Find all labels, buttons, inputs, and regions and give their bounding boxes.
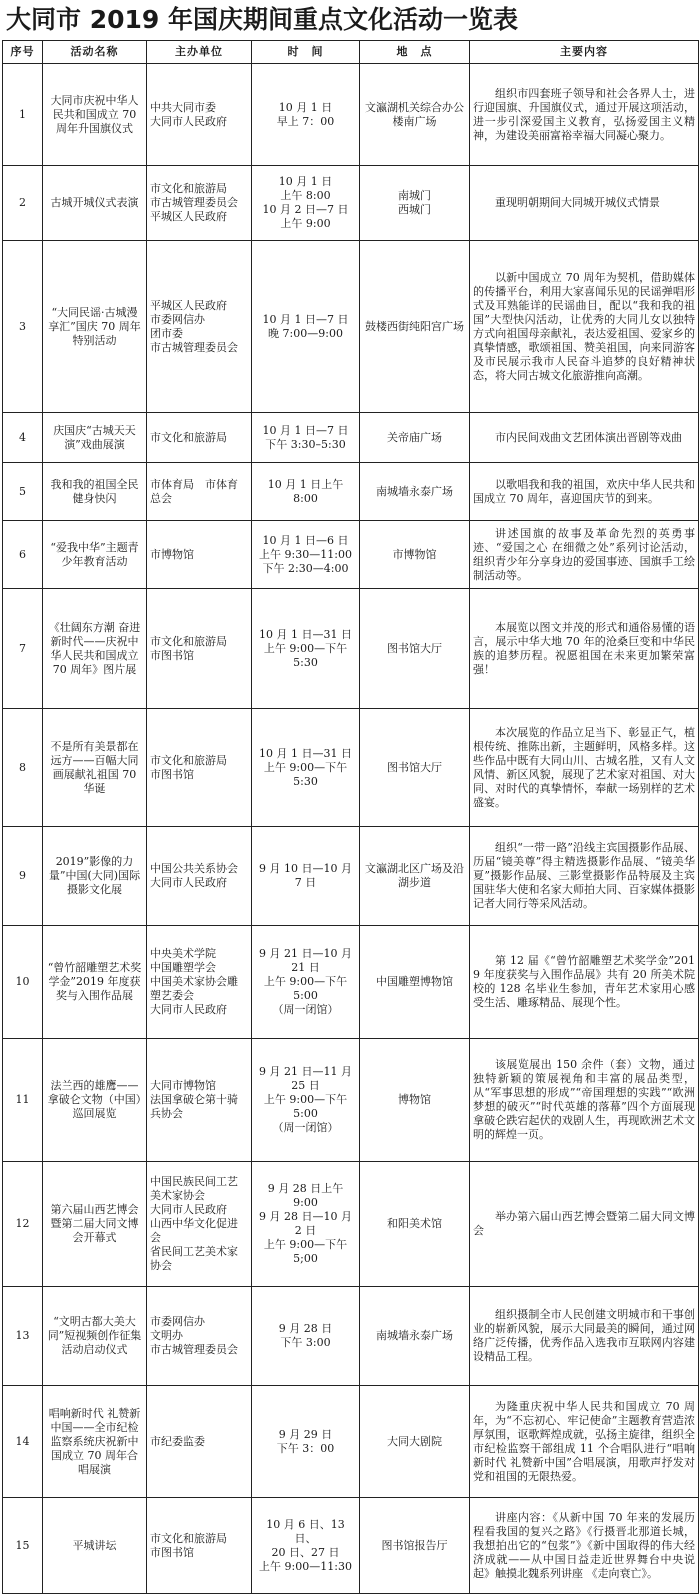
cell-organizer: 平城区人民政府 市委网信办 团市委 市古城管理委员会	[147, 241, 252, 413]
cell-content: 举办第六届山西艺博会暨第二届大同文博会	[470, 1162, 699, 1287]
cell-activity-name: “爱我中华”主题青少年教育活动	[43, 521, 147, 589]
cell-time: 10 月 1 日—7 日 晚 7:00—9:00	[252, 241, 360, 413]
cell-location: 文瀛湖机关综合办公楼南广场	[360, 64, 470, 166]
cell-content: 组织市四套班子领导和社会各界人士，进行迎国旗、升国旗仪式，通过开展这项活动，进一步引深爱国主义教育，弘扬爱国主义精神，为建设美丽富裕幸福大同凝心聚力。	[470, 64, 699, 166]
cell-location: 和阳美术馆	[360, 1162, 470, 1287]
cell-location: 南城墙永泰广场	[360, 463, 470, 521]
cell-organizer: 市文化和旅游局	[147, 413, 252, 463]
table-row	[3, 709, 699, 827]
cell-content: 该展览展出 150 余件（套）文物，通过独特新颖的策展视角和丰富的展品类型，从“军事思想的形成”“帝国理想的实践”“欧洲梦想的破灭”“时代英雄的落幕”四个方面展现拿破仑跌宕起伏的戏剧人生，再现欧洲艺术文明的辉煌一页。	[470, 1039, 699, 1162]
cell-activity-name: 古城开城仪式表演	[43, 166, 147, 241]
cell-organizer: 中央美术学院 中国雕塑学会 中国美术家协会雕塑艺委会 大同市人民政府	[147, 926, 252, 1039]
cell-location: 图书馆报告厅	[360, 1498, 470, 1594]
cell-organizer: 市文化和旅游局 市图书馆	[147, 589, 252, 709]
page-title: 大同市 2019 年国庆期间重点文化活动一览表	[6, 5, 518, 34]
header-org: 主办单位	[147, 41, 252, 64]
cell-no: 12	[3, 1162, 43, 1287]
cell-activity-name: “曾竹韶雕塑艺术奖学金”2019 年度获奖与入围作品展	[43, 926, 147, 1039]
cell-location: 关帝庙广场	[360, 413, 470, 463]
table-row	[3, 1386, 699, 1498]
cell-time: 9 月 21 日—10 月 21 日 上午 9:00—下午 5:00 （周一闭馆）	[252, 926, 360, 1039]
cell-time: 10 月 1 日—6 日 上午 9:30—11:00 下午 2:30—4:00	[252, 521, 360, 589]
cell-time: 9 月 28 日 下午 3:00	[252, 1287, 360, 1386]
cell-activity-name: “文明古都大美大同”短视频创作征集活动启动仪式	[43, 1287, 147, 1386]
header-time: 时 间	[252, 41, 360, 64]
table-row	[3, 166, 699, 241]
cell-content: 为隆重庆祝中华人民共和国成立 70 周年，为“不忘初心、牢记使命”主题教育营造浓厚氛围，讴歌辉煌成就，弘扬主旋律，组织全市纪检监察干部组成 11 个合唱队进行“唱响新时代 礼赞新中国”合唱展演，用歌声抒发对党和祖国的无限热爱。	[470, 1386, 699, 1498]
cell-organizer: 市博物馆	[147, 521, 252, 589]
cell-activity-name: 大同市庆祝中华人民共和国成立 70 周年升国旗仪式	[43, 64, 147, 166]
cell-no: 14	[3, 1386, 43, 1498]
cell-content: 讲座内容：《从新中国 70 年来的发展历程看我国的复兴之路》《行摄晋北那道长城，我想拍出它的“包浆”》《新中国取得的伟大经济成就——从中国日益走近世界舞台中央说起》触摸北魏系列讲座 《走向衰亡》。	[470, 1498, 699, 1594]
cell-no: 10	[3, 926, 43, 1039]
cell-location: 南城墙永泰广场	[360, 1287, 470, 1386]
table-row	[3, 589, 699, 709]
cell-content: 以歌唱我和我的祖国，欢庆中华人民共和国成立 70 周年，喜迎国庆节的到来。	[470, 463, 699, 521]
cell-location: 博物馆	[360, 1039, 470, 1162]
cell-time: 9 月 28 日上午 9:00 9 月 28 日—10 月 2 日 上午 9:00—下午 5;00	[252, 1162, 360, 1287]
table-row	[3, 241, 699, 413]
table-row	[3, 926, 699, 1039]
cell-no: 13	[3, 1287, 43, 1386]
table-row	[3, 413, 699, 463]
cell-organizer: 中国公共关系协会 大同市人民政府	[147, 827, 252, 926]
table-row	[3, 463, 699, 521]
cell-organizer: 市体育局 市体育总会	[147, 463, 252, 521]
cell-content: 组织“一带一路”沿线主宾国摄影作品展、历届“镜美尊”得主精选摄影作品展、“镜美华夏”摄影作品展、三影堂摄影作品特展及主宾国驻华大使和名家大师拍大同、百家媒体摄影记者大同行等采风活动。	[470, 827, 699, 926]
table-row	[3, 64, 699, 166]
cell-content: 本次展览的作品立足当下、彰显正气，植根传统、推陈出新，主题鲜明，风格多样。这些作品中既有大同山川、古城名胜，又有人文风情、新区风貌，展现了艺术家对祖国、对大同、对时代的真挚情怀，奉献一场别样的艺术盛宴。	[470, 709, 699, 827]
cell-activity-name: 唱响新时代 礼赞新中国——全市纪检监察系统庆祝新中国成立 70 周年合唱展演	[43, 1386, 147, 1498]
cell-content: 讲述国旗的故事及革命先烈的英勇事迹、“爱国之心 在细微之处”系列讨论活动，组织青少年分享身边的爱国事迹、国旗手工绘制活动等。	[470, 521, 699, 589]
cell-organizer: 中国民族民间工艺美术家协会 大同市人民政府 山西中华文化促进会 省民间工艺美术家协会	[147, 1162, 252, 1287]
cell-no: 3	[3, 241, 43, 413]
table-row	[3, 1498, 699, 1594]
cell-content: 本展览以图文并茂的形式和通俗易懂的语言，展示中华大地 70 年的沧桑巨变和中华民族的追梦历程。祝愿祖国在未来更加繁荣富强！	[470, 589, 699, 709]
header-no: 序号	[3, 41, 43, 64]
cell-time: 10 月 1 日上午 8:00	[252, 463, 360, 521]
cell-location: 中国雕塑博物馆	[360, 926, 470, 1039]
cell-content: 组织摄制全市人民创建文明城市和干事创业的崭新风貌，展示大同最美的瞬间，通过网络广泛传播，优秀作品入选我市互联网内容建设精品工程。	[470, 1287, 699, 1386]
cell-content: 以新中国成立 70 周年为契机，借助媒体的传播平台，利用大家喜闻乐见的民谣弹唱形式及耳熟能详的民谣曲目，配以“我和我的祖国”大型快闪活动，让优秀的大同儿女以独特方式向祖国母亲献礼，表达爱祖国、爱家乡的真挚情感，歌颂祖国、赞美祖国，向来同游客及市民展示我市人民奋斗追梦的良好精神状态，将大同古城文化旅游推向高潮。	[470, 241, 699, 413]
cell-content: 第 12 届《“曾竹韶雕塑艺术奖学金”2019 年度获奖与入围作品展》共有 20 所美术院校的 128 名毕业生参加，青年艺术家用心感受生活、雕琢精品、展现个性。	[470, 926, 699, 1039]
cell-time: 10 月 1 日 早上 7：00	[252, 64, 360, 166]
table-row	[3, 1287, 699, 1386]
cell-activity-name: 法兰西的雄鹰——拿破仑文物（中国）巡回展览	[43, 1039, 147, 1162]
cell-no: 1	[3, 64, 43, 166]
cell-time: 9 月 29 日 下午 3：00	[252, 1386, 360, 1498]
cell-no: 8	[3, 709, 43, 827]
cell-location: 鼓楼西街纯阳宫广场	[360, 241, 470, 413]
table-row	[3, 1039, 699, 1162]
cell-activity-name: “大同民谣·古城漫享汇”国庆 70 周年特别活动	[43, 241, 147, 413]
cell-time: 10 月 1 日—7 日 下午 3:30–5:30	[252, 413, 360, 463]
cell-activity-name: 平城讲坛	[43, 1498, 147, 1594]
cell-time: 10 月 6 日、13 日、 20 日、27 日 上午 9:00—11:30	[252, 1498, 360, 1594]
cell-no: 7	[3, 589, 43, 709]
table-row	[3, 827, 699, 926]
cell-organizer: 市纪委监委	[147, 1386, 252, 1498]
cell-organizer: 市文化和旅游局 市图书馆	[147, 709, 252, 827]
cell-organizer: 市文化和旅游局 市图书馆	[147, 1498, 252, 1594]
cell-organizer: 大同市博物馆 法国拿破仑第十骑兵协会	[147, 1039, 252, 1162]
cell-no: 9	[3, 827, 43, 926]
cell-activity-name: 第六届山西艺博会暨第二届大同文博会开幕式	[43, 1162, 147, 1287]
header-name: 活动名称	[43, 41, 147, 64]
cell-time: 10 月 1 日 上午 8:00 10 月 2 日—7 日 上午 9:00	[252, 166, 360, 241]
cell-no: 5	[3, 463, 43, 521]
cell-activity-name: 2019”影像的力量”中国(大同)国际摄影文化展	[43, 827, 147, 926]
cell-location: 图书馆大厅	[360, 709, 470, 827]
cell-organizer: 市委网信办 文明办 市古城管理委员会	[147, 1287, 252, 1386]
cell-no: 2	[3, 166, 43, 241]
table-header-row	[3, 41, 699, 64]
cell-location: 文瀛湖北区广场及沿湖步道	[360, 827, 470, 926]
cell-activity-name: 不是所有美景都在远方——百幅大同画展献礼祖国 70 华诞	[43, 709, 147, 827]
cell-activity-name: 我和我的祖国全民健身快闪	[43, 463, 147, 521]
cell-no: 15	[3, 1498, 43, 1594]
table-row	[3, 521, 699, 589]
cell-no: 6	[3, 521, 43, 589]
cell-location: 市博物馆	[360, 521, 470, 589]
cell-activity-name: 《壮阔东方潮 奋进新时代——庆祝中华人民共和国成立 70 周年》图片展	[43, 589, 147, 709]
cell-content: 重现明朝期间大同城开城仪式情景	[470, 166, 699, 241]
header-place: 地 点	[360, 41, 470, 64]
cell-time: 9 月 10 日—10 月 7 日	[252, 827, 360, 926]
cell-time: 10 月 1 日—31 日 上午 9:00—下午 5:30	[252, 589, 360, 709]
cell-no: 11	[3, 1039, 43, 1162]
table-row	[3, 1162, 699, 1287]
cell-location: 大同大剧院	[360, 1386, 470, 1498]
cell-content: 市内民间戏曲文艺团体演出晋剧等戏曲	[470, 413, 699, 463]
cell-organizer: 市文化和旅游局 市古城管理委员会 平城区人民政府	[147, 166, 252, 241]
header-content: 主要内容	[470, 41, 699, 64]
cell-activity-name: 庆国庆“古城天天演”戏曲展演	[43, 413, 147, 463]
cell-location: 南城门 西城门	[360, 166, 470, 241]
cell-no: 4	[3, 413, 43, 463]
cell-time: 9 月 21 日—11 月 25 日 上午 9:00—下午 5:00 （周一闭馆）	[252, 1039, 360, 1162]
activity-table	[2, 40, 699, 1594]
cell-time: 10 月 1 日—31 日 上午 9:00—下午 5:30	[252, 709, 360, 827]
cell-organizer: 中共大同市委 大同市人民政府	[147, 64, 252, 166]
cell-location: 图书馆大厅	[360, 589, 470, 709]
